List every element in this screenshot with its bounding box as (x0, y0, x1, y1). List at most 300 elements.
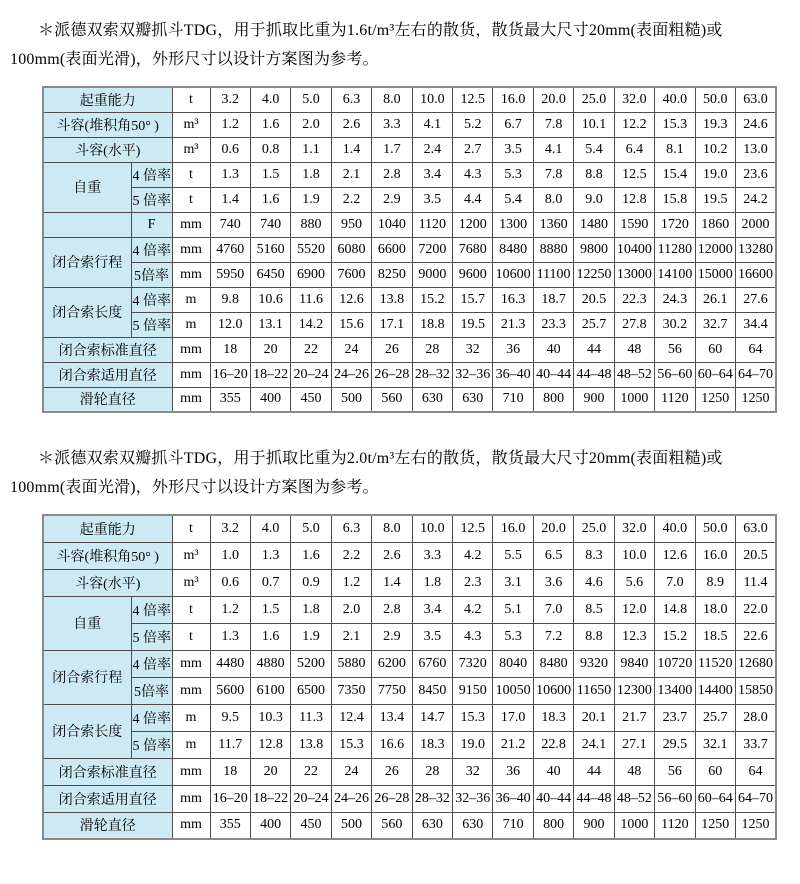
value-cell: 48 (614, 758, 654, 785)
value-cell: 32–36 (453, 785, 493, 812)
value-cell: 1.6 (250, 187, 290, 212)
value-cell: 6080 (331, 237, 371, 262)
value-cell: 9600 (453, 262, 493, 287)
value-cell: 9320 (574, 650, 614, 677)
row-sublabel: 4 倍率 (131, 287, 172, 312)
value-cell: 24–26 (331, 362, 371, 387)
value-cell: 1.8 (291, 596, 331, 623)
row-sublabel: 4 倍率 (131, 650, 172, 677)
value-cell: 1.9 (291, 187, 331, 212)
table-row (43, 569, 776, 596)
value-cell: 34.4 (735, 312, 776, 337)
value-cell: 6.5 (533, 542, 573, 569)
value-cell: 5880 (331, 650, 371, 677)
value-cell: 40–44 (533, 362, 573, 387)
table-row (43, 87, 776, 112)
value-cell: 1120 (655, 387, 695, 412)
value-cell: 63.0 (735, 87, 776, 112)
value-cell: 18–22 (250, 362, 290, 387)
value-cell: 56–60 (655, 362, 695, 387)
value-cell: 33.7 (735, 731, 776, 758)
value-cell: 15.2 (412, 287, 452, 312)
row-group-label: 自重 (43, 162, 131, 212)
value-cell: 8.1 (655, 137, 695, 162)
row-group-label: 闭合索行程 (43, 237, 131, 287)
value-cell: 20.0 (533, 87, 573, 112)
value-cell: 22 (291, 758, 331, 785)
unit-cell: m (172, 704, 210, 731)
value-cell: 2000 (735, 212, 776, 237)
value-cell: 14400 (695, 677, 735, 704)
value-cell: 12.2 (614, 112, 654, 137)
value-cell: 1250 (735, 387, 776, 412)
value-cell: 11.3 (291, 704, 331, 731)
value-cell: 4.4 (453, 187, 493, 212)
value-cell: 1.4 (331, 137, 371, 162)
value-cell: 12.6 (331, 287, 371, 312)
value-cell: 560 (372, 812, 412, 839)
value-cell: 7.8 (533, 162, 573, 187)
row-label: 斗容(堆积角50° ) (43, 542, 172, 569)
value-cell: 8.0 (533, 187, 573, 212)
table-row (43, 650, 776, 677)
table-row (43, 137, 776, 162)
unit-cell: t (172, 515, 210, 542)
value-cell: 64 (735, 337, 776, 362)
value-cell: 16–20 (210, 362, 250, 387)
value-cell: 400 (250, 812, 290, 839)
value-cell: 44–48 (574, 785, 614, 812)
value-cell: 20.1 (574, 704, 614, 731)
value-cell: 16600 (735, 262, 776, 287)
value-cell: 400 (250, 387, 290, 412)
value-cell: 18.7 (533, 287, 573, 312)
row-label: 闭合索标准直径 (43, 758, 172, 785)
value-cell: 63.0 (735, 515, 776, 542)
unit-cell: mm (172, 212, 210, 237)
value-cell: 2.6 (372, 542, 412, 569)
value-cell: 355 (210, 387, 250, 412)
value-cell: 19.3 (695, 112, 735, 137)
value-cell: 40 (533, 337, 573, 362)
value-cell: 5160 (250, 237, 290, 262)
value-cell: 2.1 (331, 623, 371, 650)
value-cell: 3.6 (533, 569, 573, 596)
value-cell: 15.3 (331, 731, 371, 758)
value-cell: 32.0 (614, 87, 654, 112)
value-cell: 32.7 (695, 312, 735, 337)
value-cell: 32.0 (614, 515, 654, 542)
value-cell: 1.0 (210, 542, 250, 569)
value-cell: 20 (250, 337, 290, 362)
value-cell: 0.9 (291, 569, 331, 596)
value-cell: 24.1 (574, 731, 614, 758)
row-label: 起重能力 (43, 515, 172, 542)
value-cell: 14100 (655, 262, 695, 287)
value-cell: 7350 (331, 677, 371, 704)
value-cell: 32 (453, 758, 493, 785)
value-cell: 630 (412, 812, 452, 839)
row-sublabel: 5倍率 (131, 677, 172, 704)
value-cell: 7.2 (533, 623, 573, 650)
value-cell: 8250 (372, 262, 412, 287)
row-sublabel: 4 倍率 (131, 162, 172, 187)
value-cell: 1.5 (250, 162, 290, 187)
row-label: 闭合索适用直径 (43, 362, 172, 387)
value-cell: 25.0 (574, 515, 614, 542)
value-cell: 1480 (574, 212, 614, 237)
unit-cell: m³ (172, 112, 210, 137)
value-cell: 16.0 (493, 515, 533, 542)
value-cell: 3.5 (412, 187, 452, 212)
value-cell: 8.8 (574, 162, 614, 187)
table-row (43, 187, 776, 212)
unit-cell: mm (172, 362, 210, 387)
value-cell: 12000 (695, 237, 735, 262)
value-cell: 9150 (453, 677, 493, 704)
value-cell: 1360 (533, 212, 573, 237)
value-cell: 1.2 (331, 569, 371, 596)
value-cell: 27.6 (735, 287, 776, 312)
value-cell: 7.0 (533, 596, 573, 623)
table-row (43, 677, 776, 704)
value-cell: 1.8 (291, 162, 331, 187)
value-cell: 60–64 (695, 785, 735, 812)
value-cell: 740 (250, 212, 290, 237)
value-cell: 13.8 (291, 731, 331, 758)
value-cell: 11.6 (291, 287, 331, 312)
value-cell: 40.0 (655, 87, 695, 112)
value-cell: 20.0 (533, 515, 573, 542)
value-cell: 950 (331, 212, 371, 237)
table-row (43, 262, 776, 287)
row-label: 滑轮直径 (43, 387, 172, 412)
value-cell: 880 (291, 212, 331, 237)
value-cell: 5.6 (614, 569, 654, 596)
value-cell: 7600 (331, 262, 371, 287)
table-row (43, 515, 776, 542)
value-cell: 3.4 (412, 596, 452, 623)
value-cell: 1.1 (291, 137, 331, 162)
value-cell: 6.3 (331, 515, 371, 542)
value-cell: 9000 (412, 262, 452, 287)
value-cell: 630 (412, 387, 452, 412)
value-cell: 0.6 (210, 137, 250, 162)
value-cell: 16.3 (493, 287, 533, 312)
value-cell: 630 (453, 387, 493, 412)
unit-cell: t (172, 623, 210, 650)
row-sublabel: 5 倍率 (131, 731, 172, 758)
value-cell: 2.3 (453, 569, 493, 596)
value-cell: 7680 (453, 237, 493, 262)
value-cell: 6500 (291, 677, 331, 704)
value-cell: 6900 (291, 262, 331, 287)
row-sublabel: 5 倍率 (131, 187, 172, 212)
value-cell: 18–22 (250, 785, 290, 812)
value-cell: 15.2 (655, 623, 695, 650)
row-sublabel: 5 倍率 (131, 623, 172, 650)
value-cell: 36 (493, 337, 533, 362)
row-label: 斗容(堆积角50° ) (43, 112, 172, 137)
value-cell: 44 (574, 337, 614, 362)
table-row (43, 237, 776, 262)
value-cell: 12.4 (331, 704, 371, 731)
value-cell: 4.0 (250, 87, 290, 112)
value-cell: 5520 (291, 237, 331, 262)
value-cell: 900 (574, 387, 614, 412)
value-cell: 2.0 (331, 596, 371, 623)
value-cell: 56 (655, 758, 695, 785)
unit-cell: m³ (172, 569, 210, 596)
value-cell: 60 (695, 758, 735, 785)
intro-paragraph-1: ＊派德双索双瓣抓斗TDG，用于抓取比重为1.6t/m³左右的散货，散货最大尺寸20mm(表面粗糙)或100mm(表面光滑)，外形尺寸以设计方案图为参考。 (10, 22, 723, 68)
value-cell: 15.7 (453, 287, 493, 312)
value-cell: 8.5 (574, 596, 614, 623)
value-cell: 4.3 (453, 162, 493, 187)
row-sublabel: 4 倍率 (131, 237, 172, 262)
value-cell: 26.1 (695, 287, 735, 312)
value-cell: 13.0 (735, 137, 776, 162)
value-cell: 28.0 (735, 704, 776, 731)
value-cell: 12.6 (655, 542, 695, 569)
value-cell: 6.3 (331, 87, 371, 112)
value-cell: 36–40 (493, 362, 533, 387)
value-cell: 19.5 (453, 312, 493, 337)
value-cell: 24 (331, 337, 371, 362)
table-row (43, 362, 776, 387)
unit-cell: mm (172, 650, 210, 677)
value-cell: 10600 (493, 262, 533, 287)
value-cell: 4.0 (250, 515, 290, 542)
value-cell: 3.3 (372, 112, 412, 137)
value-cell: 27.8 (614, 312, 654, 337)
value-cell: 11.7 (210, 731, 250, 758)
value-cell: 5200 (291, 650, 331, 677)
value-cell: 24–26 (331, 785, 371, 812)
value-cell: 5.1 (493, 596, 533, 623)
value-cell: 24.6 (735, 112, 776, 137)
value-cell: 1250 (695, 387, 735, 412)
value-cell: 9.0 (574, 187, 614, 212)
value-cell: 23.3 (533, 312, 573, 337)
row-label: 闭合索标准直径 (43, 337, 172, 362)
value-cell: 1120 (412, 212, 452, 237)
value-cell: 0.8 (250, 137, 290, 162)
value-cell: 0.7 (250, 569, 290, 596)
value-cell: 26 (372, 758, 412, 785)
table-row (43, 287, 776, 312)
value-cell: 1000 (614, 812, 654, 839)
value-cell: 3.4 (412, 162, 452, 187)
value-cell: 16–20 (210, 785, 250, 812)
value-cell: 10600 (533, 677, 573, 704)
value-cell: 21.2 (493, 731, 533, 758)
unit-cell: m (172, 731, 210, 758)
value-cell: 48 (614, 337, 654, 362)
row-label: 滑轮直径 (43, 812, 172, 839)
unit-cell: mm (172, 677, 210, 704)
value-cell: 16.0 (493, 87, 533, 112)
spec-table-2-0t (42, 514, 777, 840)
value-cell: 23.6 (735, 162, 776, 187)
value-cell: 20.5 (735, 542, 776, 569)
value-cell: 6.4 (614, 137, 654, 162)
unit-cell: t (172, 596, 210, 623)
value-cell: 28–32 (412, 785, 452, 812)
value-cell: 12.0 (614, 596, 654, 623)
value-cell: 40–44 (533, 785, 573, 812)
value-cell: 24 (331, 758, 371, 785)
value-cell: 1040 (372, 212, 412, 237)
value-cell: 1.3 (210, 623, 250, 650)
value-cell: 8880 (533, 237, 573, 262)
value-cell: 1.7 (372, 137, 412, 162)
value-cell: 64–70 (735, 785, 776, 812)
value-cell: 26 (372, 337, 412, 362)
value-cell: 14.2 (291, 312, 331, 337)
unit-cell: m³ (172, 542, 210, 569)
value-cell: 32–36 (453, 362, 493, 387)
value-cell: 3.5 (493, 137, 533, 162)
value-cell: 11.4 (735, 569, 776, 596)
value-cell: 4.2 (453, 542, 493, 569)
table-row (43, 758, 776, 785)
value-cell: 7320 (453, 650, 493, 677)
value-cell: 20.5 (574, 287, 614, 312)
value-cell: 8.0 (372, 515, 412, 542)
value-cell: 5.4 (574, 137, 614, 162)
table-row (43, 596, 776, 623)
unit-cell: m (172, 312, 210, 337)
value-cell: 10.1 (574, 112, 614, 137)
row-group-label: 闭合索长度 (43, 704, 131, 758)
value-cell: 4760 (210, 237, 250, 262)
value-cell: 8.8 (574, 623, 614, 650)
value-cell: 6.7 (493, 112, 533, 137)
value-cell: 13000 (614, 262, 654, 287)
value-cell: 1120 (655, 812, 695, 839)
value-cell: 10050 (493, 677, 533, 704)
table-row (43, 212, 776, 237)
value-cell: 10.0 (412, 87, 452, 112)
value-cell: 19.0 (453, 731, 493, 758)
value-cell: 15.3 (453, 704, 493, 731)
value-cell: 15000 (695, 262, 735, 287)
value-cell: 2.1 (331, 162, 371, 187)
value-cell: 22.3 (614, 287, 654, 312)
table-row (43, 785, 776, 812)
value-cell: 12.8 (614, 187, 654, 212)
value-cell: 7.0 (655, 569, 695, 596)
value-cell: 18.3 (412, 731, 452, 758)
value-cell: 13.4 (372, 704, 412, 731)
value-cell: 2.2 (331, 542, 371, 569)
value-cell: 24.2 (735, 187, 776, 212)
value-cell: 2.4 (412, 137, 452, 162)
value-cell: 1300 (493, 212, 533, 237)
value-cell: 10.0 (614, 542, 654, 569)
value-cell: 5.0 (291, 515, 331, 542)
unit-cell: mm (172, 262, 210, 287)
value-cell: 5.3 (493, 162, 533, 187)
value-cell: 10720 (655, 650, 695, 677)
value-cell: 710 (493, 387, 533, 412)
value-cell: 7200 (412, 237, 452, 262)
value-cell: 1.8 (412, 569, 452, 596)
value-cell: 13.1 (250, 312, 290, 337)
value-cell: 1590 (614, 212, 654, 237)
value-cell: 19.5 (695, 187, 735, 212)
value-cell: 2.7 (453, 137, 493, 162)
value-cell: 12250 (574, 262, 614, 287)
value-cell: 8.9 (695, 569, 735, 596)
value-cell: 64 (735, 758, 776, 785)
value-cell: 8.0 (372, 87, 412, 112)
value-cell: 6760 (412, 650, 452, 677)
value-cell: 32.1 (695, 731, 735, 758)
value-cell: 1.9 (291, 623, 331, 650)
value-cell: 25.0 (574, 87, 614, 112)
table-row (43, 623, 776, 650)
table-row (43, 704, 776, 731)
value-cell: 12.5 (453, 87, 493, 112)
value-cell: 1860 (695, 212, 735, 237)
value-cell: 3.2 (210, 87, 250, 112)
table-row (43, 162, 776, 187)
table-row (43, 542, 776, 569)
value-cell: 3.2 (210, 515, 250, 542)
value-cell: 2.0 (291, 112, 331, 137)
value-cell: 2.9 (372, 623, 412, 650)
unit-cell: mm (172, 337, 210, 362)
value-cell: 15.8 (655, 187, 695, 212)
value-cell: 2.2 (331, 187, 371, 212)
value-cell: 13280 (735, 237, 776, 262)
value-cell: 7.8 (533, 112, 573, 137)
value-cell: 2.6 (331, 112, 371, 137)
value-cell: 28 (412, 337, 452, 362)
value-cell: 20–24 (291, 785, 331, 812)
value-cell: 5.3 (493, 623, 533, 650)
value-cell: 4.1 (533, 137, 573, 162)
value-cell: 560 (372, 387, 412, 412)
value-cell: 18 (210, 337, 250, 362)
value-cell: 800 (533, 387, 573, 412)
value-cell: 40.0 (655, 515, 695, 542)
value-cell: 18 (210, 758, 250, 785)
value-cell: 3.3 (412, 542, 452, 569)
value-cell: 1720 (655, 212, 695, 237)
unit-cell: mm (172, 387, 210, 412)
value-cell: 2.8 (372, 596, 412, 623)
value-cell: 710 (493, 812, 533, 839)
row-sublabel: 5 倍率 (131, 312, 172, 337)
table-row (43, 337, 776, 362)
spec-table-1-6t (42, 86, 777, 413)
value-cell: 12.5 (453, 515, 493, 542)
value-cell: 12.5 (614, 162, 654, 187)
value-cell: 1.3 (210, 162, 250, 187)
value-cell: 11100 (533, 262, 573, 287)
value-cell: 15850 (735, 677, 776, 704)
value-cell: 40 (533, 758, 573, 785)
value-cell: 12.8 (250, 731, 290, 758)
row-label: 起重能力 (43, 87, 172, 112)
value-cell: 4.6 (574, 569, 614, 596)
value-cell: 22.8 (533, 731, 573, 758)
unit-cell: m (172, 287, 210, 312)
value-cell: 800 (533, 812, 573, 839)
